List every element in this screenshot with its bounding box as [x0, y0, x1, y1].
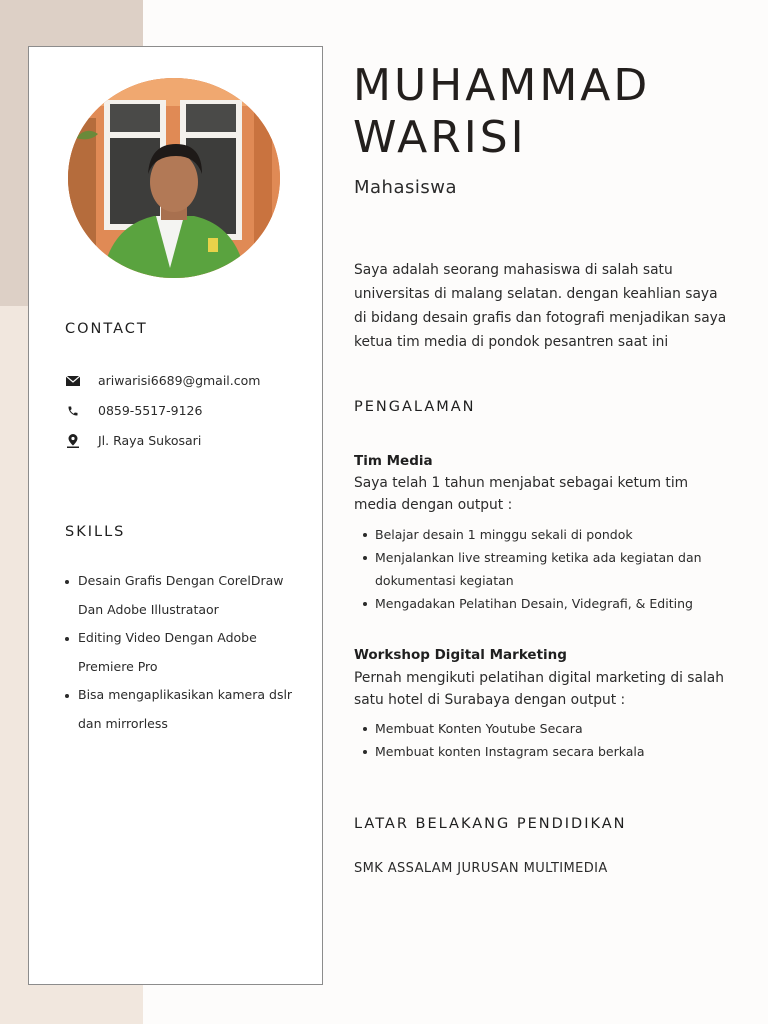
person-role: Mahasiswa — [354, 177, 458, 198]
skill-item: Editing Video Dengan Adobe Premiere Pro — [64, 624, 309, 681]
job-bullet: Belajar desain 1 minggu sekali di pondok — [362, 523, 742, 546]
name-line-1: MUHAMMAD — [353, 60, 651, 111]
location-pin-icon — [65, 434, 81, 448]
job-bullets — [362, 717, 742, 763]
skill-item: Desain Grafis Dengan CorelDraw Dan Adobe Illustrataor — [64, 567, 309, 624]
contact-heading: CONTACT — [65, 321, 148, 337]
name-line-2: WARISI — [353, 112, 527, 163]
envelope-icon — [65, 374, 81, 388]
skills-list — [64, 567, 309, 738]
profile-photo — [68, 78, 280, 278]
skills-heading: SKILLS — [65, 524, 126, 540]
education-heading: LATAR BELAKANG PENDIDIKAN — [354, 816, 627, 832]
contact-phone — [65, 403, 202, 418]
person-name — [353, 60, 753, 164]
profile-summary: Saya adalah seorang mahasiswa di salah satu universitas di malang selatan. dengan keahlian saya di bidang desain grafis dan fotografi menjadikan saya ketua tim media di pondok pesantren saat ini — [354, 262, 727, 350]
job-title: Workshop Digital Marketing — [354, 647, 567, 663]
contact-email — [65, 373, 260, 388]
job-bullet: Menjalankan live streaming ketika ada kegiatan dan dokumentasi kegiatan — [362, 546, 742, 592]
job-bullet: Membuat konten Instagram secara berkala — [362, 740, 742, 763]
sidebar-card — [28, 46, 323, 985]
contact-phone-text: 0859-5517-9126 — [98, 403, 203, 418]
job-bullet: Mengadakan Pelatihan Desain, Videgrafi, & Editing — [362, 592, 742, 615]
phone-icon — [65, 404, 81, 418]
job-description: Saya telah 1 tahun menjabat sebagai ketum tim media dengan output : — [354, 475, 689, 513]
contact-address-text: Jl. Raya Sukosari — [98, 433, 202, 448]
skill-item: Bisa mengaplikasikan kamera dslr dan mirrorless — [64, 681, 309, 738]
job-description: Pernah mengikuti pelatihan digital marketing di salah satu hotel di Surabaya dengan output : — [354, 670, 724, 708]
contact-address — [65, 433, 201, 448]
job-title: Tim Media — [354, 453, 433, 469]
job-bullets — [362, 523, 742, 615]
job-bullet: Membuat Konten Youtube Secara — [362, 717, 742, 740]
experience-heading: PENGALAMAN — [354, 399, 476, 415]
education-school: SMK ASSALAM JURUSAN MULTIMEDIA — [354, 861, 608, 876]
contact-email-text: ariwarisi6689@gmail.com — [98, 373, 261, 388]
